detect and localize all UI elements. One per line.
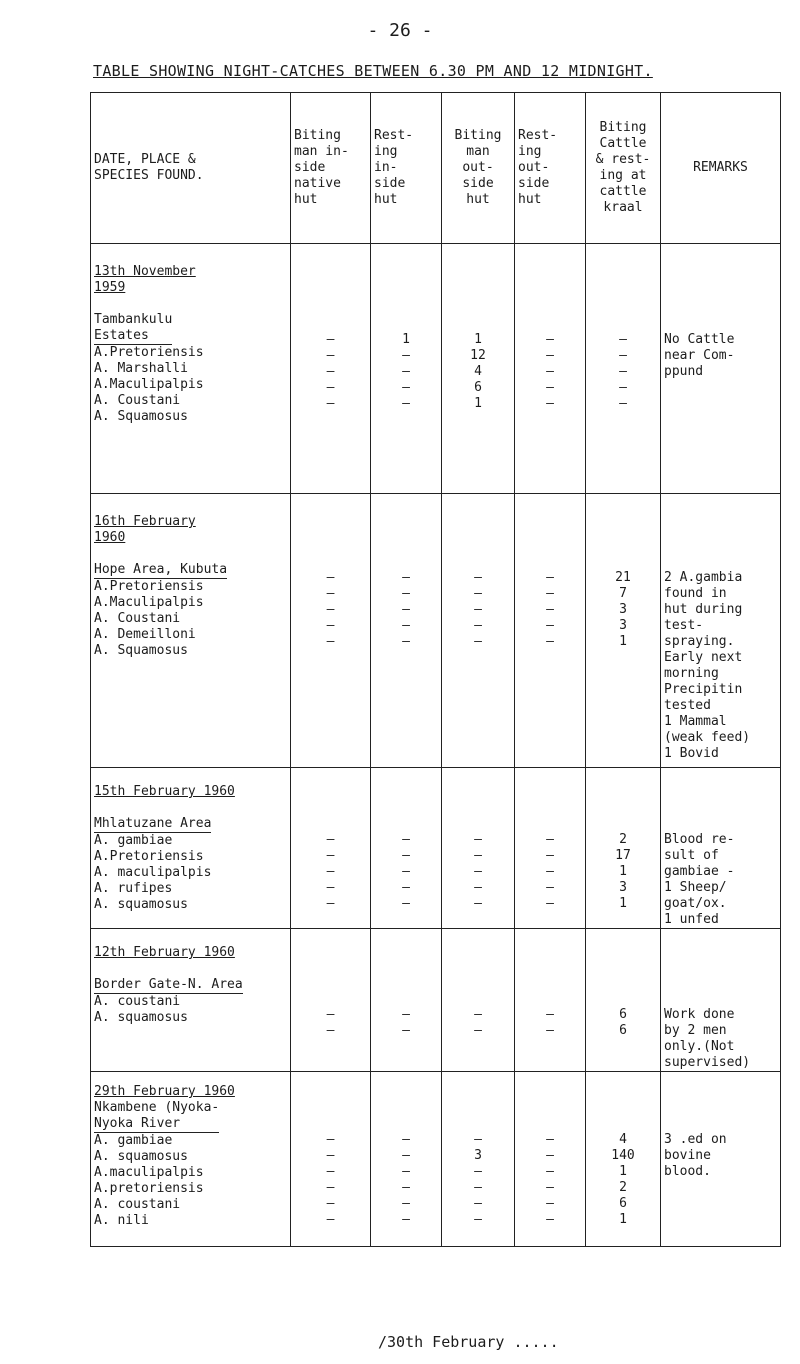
count-value: – (474, 1164, 482, 1179)
species-name: A.maculipalpis (94, 1165, 204, 1180)
count-value: – (326, 1164, 335, 1179)
header-biting-outside: Biting man out- side hut (442, 93, 515, 244)
page-footer: /30th February ..... (378, 1333, 559, 1351)
section-row (91, 1072, 781, 1247)
count-value: – (474, 586, 482, 601)
count-value: – (546, 832, 554, 847)
header-row (91, 93, 781, 244)
count-value: – (546, 1196, 554, 1211)
count-value: – (326, 1212, 335, 1227)
count-value: – (474, 864, 482, 879)
count-value: – (474, 1132, 482, 1147)
count-value: 2 (619, 832, 627, 847)
section-species-cell (91, 1072, 291, 1247)
count-value: – (546, 1132, 554, 1147)
count-value: – (474, 602, 482, 617)
count-cell-biting-inside (291, 929, 371, 1072)
count-value: – (619, 380, 627, 395)
species-name: A.Pretoriensis (94, 579, 204, 594)
section-date: 12th February 1960 (94, 945, 235, 960)
count-value: – (474, 570, 482, 585)
count-value: – (619, 332, 627, 347)
species-name: A.Maculipalpis (94, 377, 204, 392)
count-value: 2 (619, 1180, 627, 1195)
count-value: – (326, 634, 335, 649)
count-value: – (402, 348, 410, 363)
count-value: – (546, 1212, 554, 1227)
section-place: Nkambene (Nyoka- Nyoka River (94, 1100, 220, 1131)
count-value: – (546, 364, 554, 379)
count-value: – (326, 364, 335, 379)
count-value: – (402, 380, 410, 395)
section-date: 13th November 1959 (94, 264, 196, 295)
count-value: – (402, 1180, 410, 1195)
remarks-cell: Blood re- sult of gambiae - 1 Sheep/ goat/ox. 1 unfed (661, 768, 781, 929)
count-value: 1 (619, 864, 627, 879)
count-value: – (619, 364, 627, 379)
table-title: TABLE SHOWING NIGHT-CATCHES BETWEEN 6.30 PM AND 12 MIDNIGHT. (93, 62, 653, 80)
count-value: – (402, 1196, 410, 1211)
section-date: 29th February 1960 (94, 1084, 235, 1099)
remarks-cell: No Cattle near Com- ppund (661, 244, 781, 494)
count-value: – (326, 380, 335, 395)
count-cell-biting-inside (291, 244, 371, 494)
count-cell-cattle (586, 768, 661, 929)
count-value: 1 (619, 896, 627, 911)
count-value: 1 (619, 1212, 627, 1227)
section-species-cell (91, 929, 291, 1072)
count-value: 4 (474, 364, 482, 379)
species-name: A.pretoriensis (94, 1181, 204, 1196)
count-cell-biting-inside (291, 494, 371, 768)
section-date: 15th February 1960 (94, 784, 235, 799)
count-value: – (326, 586, 335, 601)
species-name: A. coustani (94, 994, 181, 1009)
count-cell-resting-inside (371, 1072, 442, 1247)
count-value: – (326, 332, 335, 347)
count-value: – (402, 586, 410, 601)
count-cell-biting-inside (291, 1072, 371, 1247)
count-value: – (326, 1007, 335, 1022)
count-value: – (326, 618, 335, 633)
count-value: 3 (619, 602, 627, 617)
remarks-cell: Work done by 2 men only.(Not supervised) (661, 929, 781, 1072)
section-row (91, 244, 781, 494)
count-value: – (474, 1023, 482, 1038)
count-value: – (326, 864, 335, 879)
species-name: A. Coustani (94, 611, 181, 626)
species-name: A.Pretoriensis (94, 849, 204, 864)
count-value: – (546, 1180, 554, 1195)
count-value: – (546, 380, 554, 395)
count-value: – (546, 880, 554, 895)
count-value: – (326, 602, 335, 617)
count-cell-resting-outside (515, 768, 586, 929)
species-name: A. Coustani (94, 393, 181, 408)
species-name: A. gambiae (94, 833, 173, 848)
section-place: Hope Area, Kubuta (94, 562, 228, 577)
count-cell-cattle (586, 929, 661, 1072)
count-value: 7 (619, 586, 627, 601)
count-cell-cattle (586, 244, 661, 494)
header-biting-inside: Biting man in- side native hut (291, 93, 371, 244)
count-value: – (474, 634, 482, 649)
count-value: – (546, 602, 554, 617)
count-value: – (326, 1023, 335, 1038)
count-value: – (546, 618, 554, 633)
night-catch-table (90, 92, 781, 1247)
page-number: - 26 - (367, 20, 433, 41)
count-value: – (326, 1132, 335, 1147)
count-cell-resting-outside (515, 929, 586, 1072)
count-value: – (402, 1212, 410, 1227)
count-value: – (402, 1132, 410, 1147)
section-species-cell (91, 244, 291, 494)
count-cell-resting-inside (371, 494, 442, 768)
header-remarks: REMARKS (661, 93, 781, 244)
count-value: – (402, 896, 410, 911)
count-value: – (402, 1148, 410, 1163)
count-value: – (402, 1007, 410, 1022)
header-date: DATE, PLACE & SPECIES FOUND. (91, 93, 291, 244)
section-row (91, 494, 781, 768)
count-value: 1 (402, 332, 410, 347)
count-value: – (474, 1007, 482, 1022)
species-name: A.Maculipalpis (94, 595, 204, 610)
species-name: A. squamosus (94, 1149, 188, 1164)
count-value: – (402, 1023, 410, 1038)
count-value: – (326, 1180, 335, 1195)
count-value: – (474, 1196, 482, 1211)
count-value: – (326, 896, 335, 911)
species-name: A. maculipalpis (94, 865, 212, 880)
header-cattle: Biting Cattle & rest- ing at cattle kraal (586, 93, 661, 244)
count-value: – (326, 570, 335, 585)
count-value: 1 (619, 634, 627, 649)
section-place: Mhlatuzane Area (94, 816, 212, 831)
count-value: 1 (474, 396, 482, 411)
species-name: A. gambiae (94, 1133, 173, 1148)
count-value: 140 (611, 1148, 635, 1163)
count-cell-biting-outside (442, 244, 515, 494)
species-name: A. coustani (94, 1197, 181, 1212)
count-value: – (402, 396, 410, 411)
count-value: 21 (615, 570, 631, 585)
count-value: – (402, 880, 410, 895)
count-value: – (474, 848, 482, 863)
species-name: A. Marshalli (94, 361, 188, 376)
count-value: 12 (470, 348, 486, 363)
count-value: 6 (474, 380, 482, 395)
count-value: 1 (619, 1164, 627, 1179)
species-name: A. Squamosus (94, 409, 188, 424)
count-cell-resting-inside (371, 244, 442, 494)
count-value: – (474, 1180, 482, 1195)
count-value: – (546, 896, 554, 911)
count-value: – (402, 570, 410, 585)
count-value: – (619, 348, 627, 363)
count-value: – (546, 348, 554, 363)
count-value: – (546, 1007, 554, 1022)
count-value: – (326, 1196, 335, 1211)
count-value: – (474, 618, 482, 633)
count-cell-resting-inside (371, 768, 442, 929)
count-value: – (546, 586, 554, 601)
section-species-cell (91, 494, 291, 768)
count-cell-biting-inside (291, 768, 371, 929)
count-cell-biting-outside (442, 768, 515, 929)
header-resting-inside: Rest- ing in- side hut (371, 93, 442, 244)
species-name: A. Squamosus (94, 643, 188, 658)
count-value: – (546, 634, 554, 649)
count-cell-resting-outside (515, 494, 586, 768)
count-value: 17 (615, 848, 631, 863)
count-value: 1 (474, 332, 482, 347)
species-name: A.Pretoriensis (94, 345, 204, 360)
section-place: Border Gate-N. Area (94, 977, 243, 992)
count-value: 6 (619, 1023, 627, 1038)
count-value: – (474, 896, 482, 911)
count-value: – (402, 832, 410, 847)
count-value: – (546, 570, 554, 585)
count-value: 3 (619, 618, 627, 633)
count-value: – (402, 848, 410, 863)
count-cell-resting-outside (515, 244, 586, 494)
count-value: 3 (619, 880, 627, 895)
count-value: – (402, 618, 410, 633)
count-value: – (546, 864, 554, 879)
count-value: – (326, 396, 335, 411)
count-value: – (474, 880, 482, 895)
section-row (91, 768, 781, 929)
count-cell-resting-inside (371, 929, 442, 1072)
count-value: – (402, 364, 410, 379)
remarks-cell: 3 .ed on bovine blood. (661, 1072, 781, 1247)
count-cell-cattle (586, 494, 661, 768)
count-value: – (619, 396, 627, 411)
count-value: – (326, 832, 335, 847)
species-name: A. nili (94, 1213, 149, 1228)
count-value: – (474, 1212, 482, 1227)
count-cell-biting-outside (442, 494, 515, 768)
section-place: Tambankulu Estates (94, 312, 173, 343)
count-value: 3 (474, 1148, 482, 1163)
species-name: A. rufipes (94, 881, 173, 896)
count-value: – (546, 848, 554, 863)
count-value: – (546, 1023, 554, 1038)
count-cell-cattle (586, 1072, 661, 1247)
section-date: 16th February 1960 (94, 514, 196, 545)
count-value: – (546, 332, 554, 347)
count-value: – (546, 1148, 554, 1163)
count-value: – (326, 348, 335, 363)
count-value: – (402, 602, 410, 617)
count-value: – (546, 396, 554, 411)
count-value: – (402, 634, 410, 649)
remarks-cell: 2 A.gambia found in hut during test- spraying. Early next morning Precipitin tested 1 Mammal (weak feed) 1 Bovid (661, 494, 781, 768)
species-name: A. Demeilloni (94, 627, 196, 642)
count-cell-biting-outside (442, 1072, 515, 1247)
count-value: 4 (619, 1132, 627, 1147)
count-value: – (474, 832, 482, 847)
count-cell-resting-outside (515, 1072, 586, 1247)
count-cell-biting-outside (442, 929, 515, 1072)
count-value: – (402, 864, 410, 879)
species-name: A. squamosus (94, 1010, 188, 1025)
count-value: – (402, 1164, 410, 1179)
count-value: – (546, 1164, 554, 1179)
header-resting-outside: Rest- ing out- side hut (515, 93, 586, 244)
count-value: 6 (619, 1196, 627, 1211)
species-name: A. squamosus (94, 897, 188, 912)
count-value: 6 (619, 1007, 627, 1022)
count-value: – (326, 848, 335, 863)
section-species-cell (91, 768, 291, 929)
section-row (91, 929, 781, 1072)
count-value: – (326, 880, 335, 895)
count-value: – (326, 1148, 335, 1163)
